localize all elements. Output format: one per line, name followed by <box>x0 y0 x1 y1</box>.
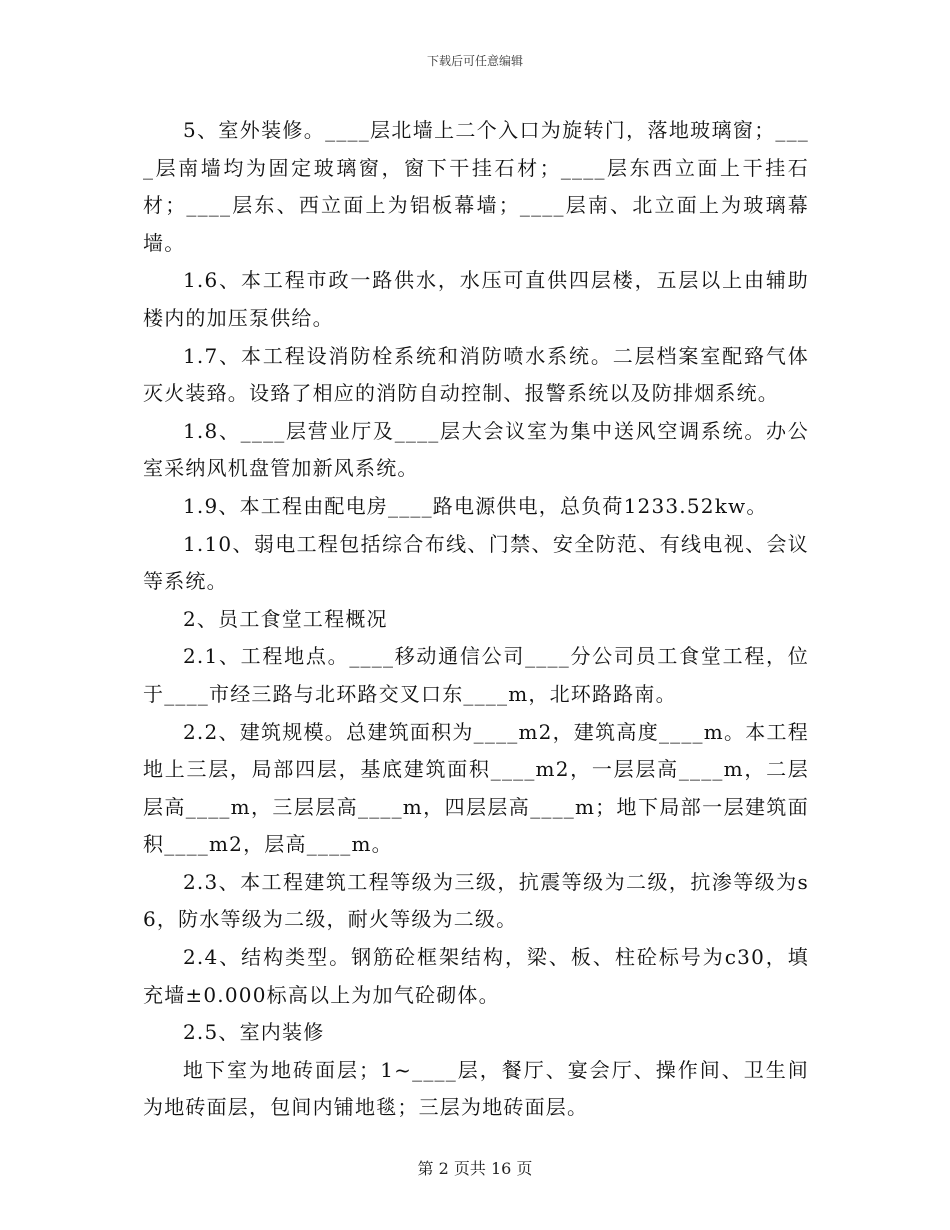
paragraph-scale: 2.2、建筑规模。总建筑面积为____m2，建筑高度____m。本工程地上三层，局部四层，基底建筑面积____m2，一层层高____m，二层层高____m，三层层高____m，四层层高____m；地下局部一层建筑面积____m2，层高____m。 <box>143 719 809 857</box>
paragraph-air-conditioning: 1.8、____层营业厅及____层大会议室为集中送风空调系统。办公室采纳风机盘管加新风系统。 <box>143 418 809 481</box>
paragraph-weak-current: 1.10、弱电工程包括综合布线、门禁、安全防范、有线电视、会议等系统。 <box>143 531 809 594</box>
document-body <box>143 112 809 1127</box>
page-header: 下载后可任意编辑 <box>426 54 523 68</box>
paragraph-fire-protection: 1.7、本工程设消防栓系统和消防喷水系统。二层档案室配臵气体灭火装臵。设臵了相应的消防自动控制、报警系统以及防排烟系统。 <box>143 343 809 406</box>
section-heading-canteen: 2、员工食堂工程概况 <box>183 606 388 631</box>
paragraph-grades: 2.3、本工程建筑工程等级为三级，抗震等级为二级，抗渗等级为s6，防水等级为二级，耐火等级为二级。 <box>143 869 809 932</box>
paragraph-location: 2.1、工程地点。____移动通信公司____分公司员工食堂工程，位于____市经三路与北环路交叉口东____m，北环路路南。 <box>143 644 809 706</box>
subheading-interior: 2.5、室内装修 <box>183 1020 325 1045</box>
paragraph-exterior-decoration: 5、室外装修。____层北墙上二个入口为旋转门，落地玻璃窗；____层南墙均为固定玻璃窗，窗下干挂石材；____层东西立面上干挂石材；____层东、西立面上为铝板幕墙；____层南、北立面上为玻璃幕墙。 <box>143 118 809 255</box>
paragraph-structure: 2.4、结构类型。钢筋砼框架结构，梁、板、柱砼标号为c30，填充墙±0.000标高以上为加气砼砌体。 <box>143 945 809 1007</box>
page-footer: 第 2 页共 16 页 <box>417 1159 533 1178</box>
paragraph-interior-floors: 地下室为地砖面层；1~____层，餐厅、宴会厅、操作间、卫生间为地砖面层，包间内铺地毯；三层为地砖面层。 <box>143 1057 809 1120</box>
paragraph-power-supply: 1.9、本工程由配电房____路电源供电，总负荷1233.52kw。 <box>183 493 768 518</box>
paragraph-water-supply: 1.6、本工程市政一路供水，水压可直供四层楼，五层以上由辅助楼内的加压泵供给。 <box>143 268 809 330</box>
